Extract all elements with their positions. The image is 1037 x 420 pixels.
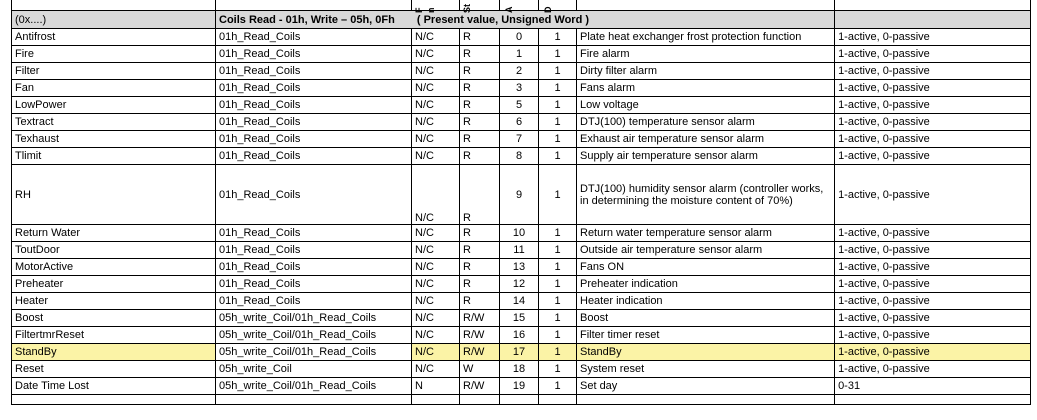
cell-data-length: 1 <box>539 114 577 131</box>
cell-value-meaning: 1-active, 0-passive <box>835 114 1031 131</box>
cell-description: Supply air temperature sensor alarm <box>577 148 835 165</box>
cell-cut-off <box>412 395 460 405</box>
cell-type-code: N/C <box>412 310 460 327</box>
cell-function-code: 05h_write_Coil <box>216 361 412 378</box>
table-row <box>12 148 1031 165</box>
cell-register-name: Fan <box>12 80 216 97</box>
cell-function-code: 05h_write_Coil/01h_Read_Coils <box>216 378 412 395</box>
header-cell-function <box>215 0 412 10</box>
cell-function-code: 01h_Read_Coils <box>216 242 412 259</box>
cell-description: Outside air temperature sensor alarm <box>577 242 835 259</box>
cell-register-address: 16 <box>500 327 539 344</box>
cell-access-mode: R <box>460 80 500 97</box>
header-cell-name <box>11 0 216 10</box>
table-row <box>12 310 1031 327</box>
cell-data-length: 1 <box>539 29 577 46</box>
cell-register-address: 19 <box>500 378 539 395</box>
register-table-sheet <box>11 0 1030 405</box>
cell-type-code: N/C <box>412 276 460 293</box>
cell-register-address: 17 <box>500 344 539 361</box>
cell-data-length: 1 <box>539 97 577 114</box>
cell-register-name: MotorActive <box>12 259 216 276</box>
cell-value-meaning: 1-active, 0-passive <box>835 131 1031 148</box>
cell-type-code: N/C <box>412 293 460 310</box>
cell-register-name: ToutDoor <box>12 242 216 259</box>
table-row <box>12 63 1031 80</box>
cell-access-mode: R <box>460 131 500 148</box>
cell-access-mode: R <box>460 259 500 276</box>
cell-register-address: 14 <box>500 293 539 310</box>
cell-type-code: N <box>412 378 460 395</box>
cell-register-name: Tlimit <box>12 148 216 165</box>
cell-value-meaning: 1-active, 0-passive <box>835 327 1031 344</box>
cell-data-length: 1 <box>539 293 577 310</box>
cell-register-address: 13 <box>500 259 539 276</box>
cell-function-code: 01h_Read_Coils <box>216 80 412 97</box>
cell-value-meaning: 1-active, 0-passive <box>835 344 1031 361</box>
cell-description: Heater indication <box>577 293 835 310</box>
cell-register-name: Heater <box>12 293 216 310</box>
cell-register-address: 18 <box>500 361 539 378</box>
cell-access-mode: R/W <box>460 378 500 395</box>
cell-cut-off <box>577 395 835 405</box>
cell-function-code: 05h_write_Coil/01h_Read_Coils <box>216 344 412 361</box>
cell-cut-off <box>539 395 577 405</box>
table-row <box>12 97 1031 114</box>
cell-function-code: 05h_write_Coil/01h_Read_Coils <box>216 310 412 327</box>
cell-access-mode: R <box>460 242 500 259</box>
table-row <box>12 293 1031 310</box>
header-cell-access <box>459 0 500 13</box>
header-fragment-d: D <box>543 6 553 13</box>
cell-register-address: 1 <box>500 46 539 63</box>
table-row <box>12 165 1031 225</box>
cell-type-code: N/C <box>412 242 460 259</box>
cell-access-mode: R <box>460 29 500 46</box>
cell-function-code: 01h_Read_Coils <box>216 165 412 225</box>
cell-access-mode: R <box>460 165 500 225</box>
cell-value-meaning: 1-active, 0-passive <box>835 63 1031 80</box>
cell-register-name: Texhaust <box>12 131 216 148</box>
section-note: ( Present value, Unsigned Word ) <box>416 13 590 26</box>
cell-access-mode: R <box>460 276 500 293</box>
cell-function-code: 01h_Read_Coils <box>216 29 412 46</box>
cell-function-code: 01h_Read_Coils <box>216 259 412 276</box>
cell-data-length: 1 <box>539 131 577 148</box>
header-cell-type <box>411 0 460 13</box>
cell-data-length: 1 <box>539 310 577 327</box>
section-title <box>216 11 835 29</box>
header-fragment-n: n <box>426 7 436 13</box>
cell-function-code: 01h_Read_Coils <box>216 131 412 148</box>
cell-description: DTJ(100) temperature sensor alarm <box>577 114 835 131</box>
cell-data-length: 1 <box>539 378 577 395</box>
header-fragment-a: A <box>504 6 514 13</box>
cell-type-code: N/C <box>412 46 460 63</box>
cell-function-code: 01h_Read_Coils <box>216 276 412 293</box>
cell-type-code: N/C <box>412 97 460 114</box>
cell-function-code: 05h_write_Coil/01h_Read_Coils <box>216 327 412 344</box>
cell-register-name: Return Water <box>12 225 216 242</box>
cell-register-address: 15 <box>500 310 539 327</box>
cell-access-mode: R <box>460 148 500 165</box>
cell-register-address: 5 <box>500 97 539 114</box>
cell-description: Fans ON <box>577 259 835 276</box>
cell-register-name: Boost <box>12 310 216 327</box>
cell-register-address: 7 <box>500 131 539 148</box>
cell-register-name: Filter <box>12 63 216 80</box>
section-range: (0x....) <box>12 11 216 29</box>
table-row <box>12 114 1031 131</box>
cell-function-code: 01h_Read_Coils <box>216 293 412 310</box>
cell-register-address: 10 <box>500 225 539 242</box>
cell-type-code: N/C <box>412 344 460 361</box>
cell-cut-off <box>500 395 539 405</box>
cell-data-length: 1 <box>539 242 577 259</box>
cell-register-address: 6 <box>500 114 539 131</box>
table-row <box>12 46 1031 63</box>
cell-description: Set day <box>577 378 835 395</box>
header-cell-address <box>499 0 539 13</box>
cell-register-name: RH <box>12 165 216 225</box>
cell-type-code: N/C <box>412 131 460 148</box>
table-row <box>12 29 1031 46</box>
cell-data-length: 1 <box>539 259 577 276</box>
header-fragment-st: St <box>462 4 472 13</box>
cell-register-name: Fire <box>12 46 216 63</box>
cell-function-code: 01h_Read_Coils <box>216 46 412 63</box>
cell-data-length: 1 <box>539 46 577 63</box>
cell-register-name: Preheater <box>12 276 216 293</box>
cell-value-meaning: 1-active, 0-passive <box>835 259 1031 276</box>
cell-description: Fire alarm <box>577 46 835 63</box>
cell-description: Filter timer reset <box>577 327 835 344</box>
cell-register-name: FiltertmrReset <box>12 327 216 344</box>
cell-description: Preheater indication <box>577 276 835 293</box>
cell-data-length: 1 <box>539 165 577 225</box>
cell-type-code: N/C <box>412 63 460 80</box>
cell-cut-off <box>460 395 500 405</box>
cell-register-address: 0 <box>500 29 539 46</box>
header-cell-d <box>538 0 577 13</box>
cell-type-code: N/C <box>412 259 460 276</box>
table-row <box>12 80 1031 97</box>
cell-value-meaning: 1-active, 0-passive <box>835 165 1031 225</box>
cell-function-code: 01h_Read_Coils <box>216 114 412 131</box>
coils-table <box>11 7 1031 405</box>
cell-type-code: N/C <box>412 361 460 378</box>
table-row-cut-off <box>12 395 1031 405</box>
cell-register-name: Textract <box>12 114 216 131</box>
cell-type-code: N/C <box>412 148 460 165</box>
cell-function-code: 01h_Read_Coils <box>216 63 412 80</box>
cell-access-mode: R/W <box>460 310 500 327</box>
header-cell-values <box>834 0 1031 10</box>
cell-description: Plate heat exchanger frost protection function <box>577 29 835 46</box>
table-row <box>12 242 1031 259</box>
cell-description: Dirty filter alarm <box>577 63 835 80</box>
table-row <box>12 259 1031 276</box>
cell-register-name: Reset <box>12 361 216 378</box>
cell-register-address: 12 <box>500 276 539 293</box>
cell-data-length: 1 <box>539 327 577 344</box>
cell-register-address: 8 <box>500 148 539 165</box>
cell-value-meaning: 1-active, 0-passive <box>835 29 1031 46</box>
cell-type-code: N/C <box>412 327 460 344</box>
cell-access-mode: R <box>460 97 500 114</box>
cell-value-meaning: 1-active, 0-passive <box>835 310 1031 327</box>
table-row <box>12 327 1031 344</box>
cell-access-mode: R <box>460 293 500 310</box>
cell-type-code: N/C <box>412 225 460 242</box>
cell-value-meaning: 1-active, 0-passive <box>835 148 1031 165</box>
cell-type-code: N/C <box>412 80 460 97</box>
cell-register-name: Date Time Lost <box>12 378 216 395</box>
table-row <box>12 131 1031 148</box>
cell-cut-off <box>12 395 216 405</box>
cell-description: Fans alarm <box>577 80 835 97</box>
cell-register-name: LowPower <box>12 97 216 114</box>
cell-access-mode: R <box>460 46 500 63</box>
cell-access-mode: R <box>460 63 500 80</box>
cell-description: System reset <box>577 361 835 378</box>
table-row <box>12 344 1031 361</box>
cell-data-length: 1 <box>539 80 577 97</box>
table-row <box>12 276 1031 293</box>
cell-description: Exhaust air temperature sensor alarm <box>577 131 835 148</box>
cell-data-length: 1 <box>539 148 577 165</box>
section-header-row <box>12 11 1031 29</box>
cell-data-length: 1 <box>539 361 577 378</box>
header-cell-description <box>576 0 835 10</box>
cell-function-code: 01h_Read_Coils <box>216 97 412 114</box>
cell-access-mode: R <box>460 225 500 242</box>
cell-function-code: 01h_Read_Coils <box>216 148 412 165</box>
table-row <box>12 378 1031 395</box>
cell-value-meaning: 1-active, 0-passive <box>835 97 1031 114</box>
cell-register-address: 9 <box>500 165 539 225</box>
cell-type-code: N/C <box>412 29 460 46</box>
cell-data-length: 1 <box>539 225 577 242</box>
cell-access-mode: W <box>460 361 500 378</box>
cell-register-name: Antifrost <box>12 29 216 46</box>
cell-value-meaning: 1-active, 0-passive <box>835 46 1031 63</box>
section-function: Coils Read - 01h, Write – 05h, 0Fh <box>219 13 395 26</box>
cell-value-meaning: 1-active, 0-passive <box>835 293 1031 310</box>
cell-description: Return water temperature sensor alarm <box>577 225 835 242</box>
cell-cut-off <box>835 395 1031 405</box>
cell-data-length: 1 <box>539 63 577 80</box>
cell-cut-off <box>216 395 412 405</box>
section-blank <box>835 11 1031 29</box>
cell-register-address: 2 <box>500 63 539 80</box>
cell-value-meaning: 0-31 <box>835 378 1031 395</box>
cell-type-code: N/C <box>412 114 460 131</box>
cell-description: Low voltage <box>577 97 835 114</box>
table-row <box>12 361 1031 378</box>
cell-value-meaning: 1-active, 0-passive <box>835 276 1031 293</box>
cell-data-length: 1 <box>539 344 577 361</box>
cell-register-name: StandBy <box>12 344 216 361</box>
cell-function-code: 01h_Read_Coils <box>216 225 412 242</box>
cell-data-length: 1 <box>539 276 577 293</box>
cell-access-mode: R/W <box>460 327 500 344</box>
cell-description: DTJ(100) humidity sensor alarm (controller works, in determining the moisture content of 70%) <box>577 165 835 225</box>
cell-value-meaning: 1-active, 0-passive <box>835 80 1031 97</box>
cell-value-meaning: 1-active, 0-passive <box>835 225 1031 242</box>
cell-access-mode: R/W <box>460 344 500 361</box>
cell-register-address: 11 <box>500 242 539 259</box>
cell-register-address: 3 <box>500 80 539 97</box>
column-header-fragments <box>11 0 1030 13</box>
header-fragment-f: F <box>414 7 424 13</box>
cell-value-meaning: 1-active, 0-passive <box>835 361 1031 378</box>
cell-description: StandBy <box>577 344 835 361</box>
cell-value-meaning: 1-active, 0-passive <box>835 242 1031 259</box>
cell-type-code: N/C <box>412 165 460 225</box>
table-row <box>12 225 1031 242</box>
cell-description: Boost <box>577 310 835 327</box>
cell-access-mode: R <box>460 114 500 131</box>
